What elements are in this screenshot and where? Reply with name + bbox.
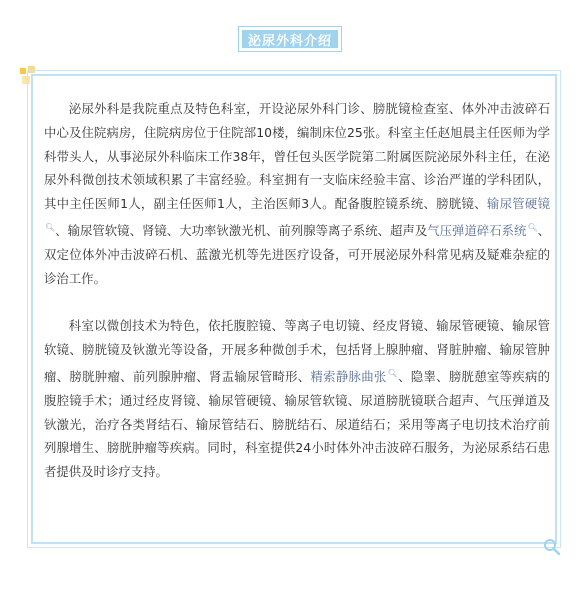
search-icon[interactable]: 🔍︎ xyxy=(527,222,538,232)
link-ureteroscope[interactable]: 输尿管硬镜 xyxy=(486,196,550,212)
search-icon[interactable]: 🔍︎ xyxy=(387,368,399,378)
magnifier-decoration-icon xyxy=(542,537,562,557)
search-icon[interactable]: 🔍︎ xyxy=(45,222,56,232)
link-varicocele[interactable]: 精索静脉曲张 xyxy=(310,369,387,385)
article-body xyxy=(44,97,550,508)
link-pneumatic-lithotripsy[interactable]: 气压弹道碎石系统 xyxy=(427,223,527,239)
section-title: 泌尿外科介绍 xyxy=(242,30,338,48)
section-title-box xyxy=(238,26,342,52)
paragraph-2: 科室以微创技术为特色，依托腹腔镜、等离子电切镜、经皮肾镜、输尿管硬镜、输尿管软镜、膀胱镜及钬激光等设备，开展多种微创手术，包括肾上腺肿瘤、肾脏肿瘤、输尿管肿瘤、膀胱肿瘤、前列腺肿瘤、肾盂输尿管畸形、精索静脉曲张🔍︎、隐睾、膀胱憩室等疾病的腹腔镜手术；通过经皮肾镜、输尿管硬镜、输尿管软镜、尿道膀胱镜联合超声、气压弹道及钬激光，治疗各类肾结石、输尿管结石、膀胱结石、尿道结石；采用等离子电切技术治疗前列腺增生、膀胱肿瘤等疾病。同时，科室提供24小时体外冲击波碎石服务，为泌尿系结石患者提供及时诊疗支持。 xyxy=(44,318,551,480)
paragraph-1: 泌尿外科是我院重点及特色科室，开设泌尿外科门诊、膀胱镜检查室、体外冲击波碎石中心及住院病房，住院病房位于住院部10楼，编制床位25张。科室主任赵旭晨主任医师为学科带头人，从事泌尿外科临床工作38年，曾任包头医学院第二附属医院泌尿外科主任，在泌尿外科微创技术领域积累了丰富经验。科室拥有一支临床经验丰富、诊治严谨的学科团队，其中主任医师1人，副主任医师1人，主治医师3人。配备腹腔镜系统、膀胱镜、输尿管硬镜🔍︎、输尿管软镜、肾镜、大功率钬激光机、前列腺等离子系统、超声及气压弹道碎石系统🔍︎、双定位体外冲击波碎石机、蓝激光机等先进医疗设备，可开展泌尿外科常见病及疑难杂症的诊治工作。 xyxy=(44,101,551,286)
